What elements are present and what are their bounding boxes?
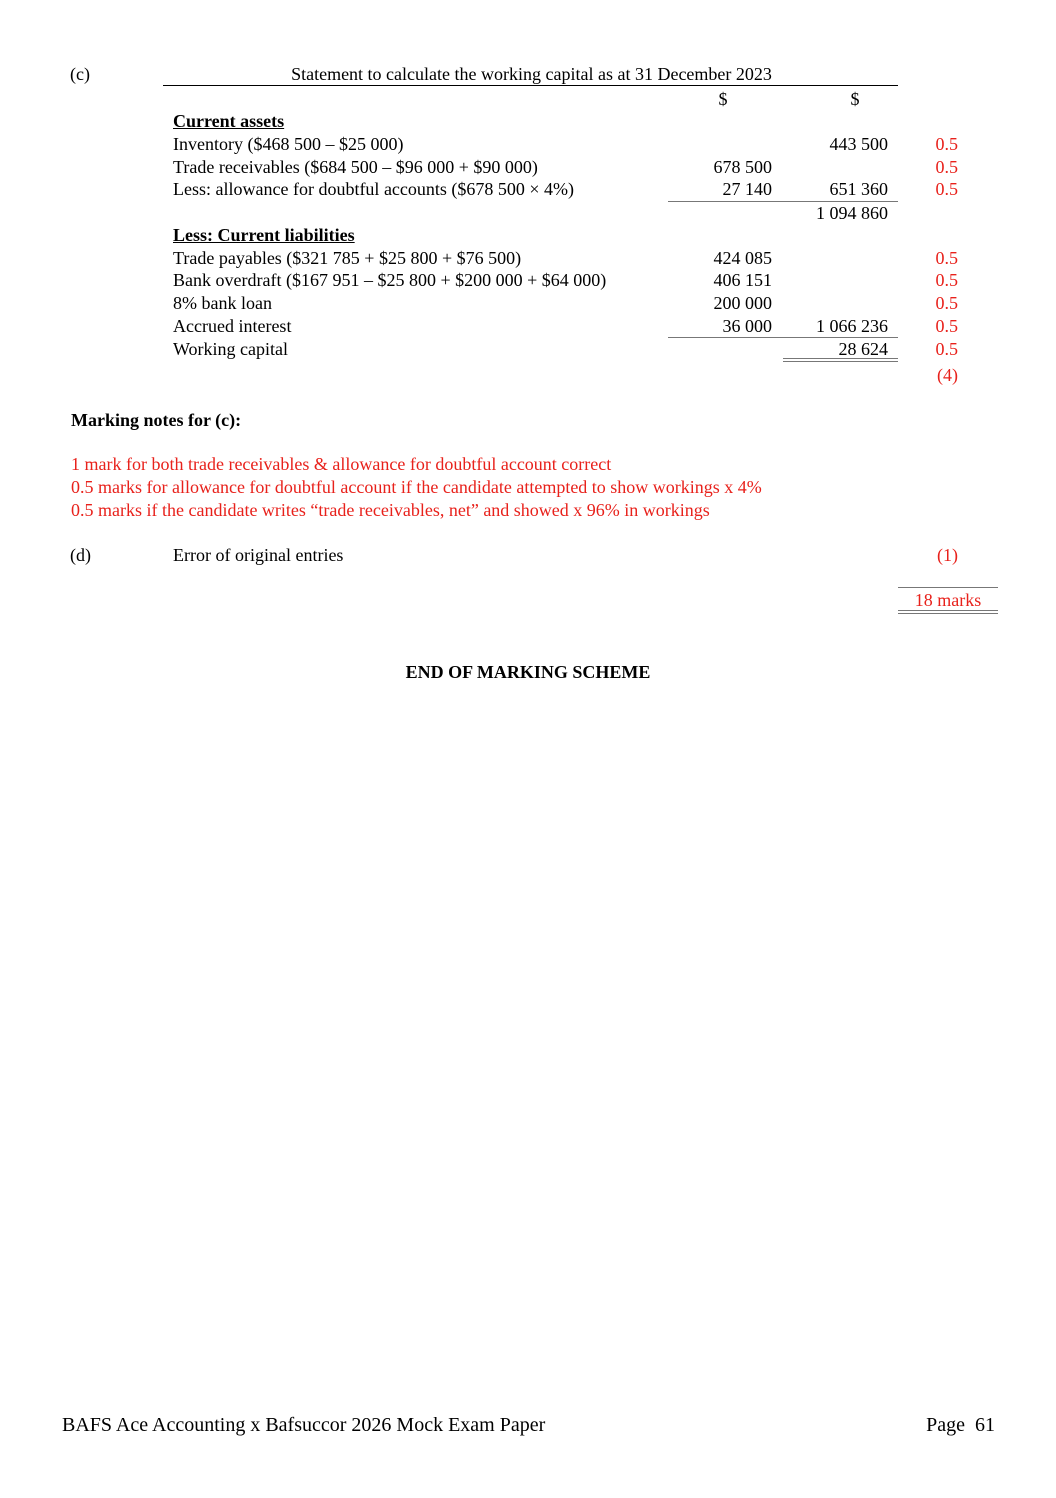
trade-receivables-label: Trade receivables ($684 500 – $96 000 + $90 000)	[173, 157, 538, 177]
working-capital-label: Working capital	[173, 339, 289, 359]
marking-notes-heading: Marking notes for (c):	[71, 410, 242, 430]
working-capital-mark: 0.5	[935, 339, 958, 359]
current-assets-heading: Current assets	[173, 111, 285, 131]
statement-title: Statement to calculate the working capital as at 31 December 2023	[291, 64, 772, 84]
part-c-label: (c)	[70, 64, 90, 84]
trade-payables-mark: 0.5	[935, 248, 958, 268]
trade-payables-col1: 424 085	[713, 248, 772, 268]
working-capital-double-rule	[783, 358, 898, 362]
part-d-answer: Error of original entries	[173, 545, 344, 565]
col1-header: $	[718, 89, 728, 109]
bank-loan-label: 8% bank loan	[173, 293, 272, 313]
col2-header: $	[850, 89, 860, 109]
current-assets-total: 1 094 860	[816, 203, 888, 223]
marking-note-2: 0.5 marks for allowance for doubtful account if the candidate attempted to show workings x 4%	[71, 477, 762, 497]
part-c-subtotal: (4)	[937, 365, 958, 385]
inventory-col2: 443 500	[829, 134, 888, 154]
trade-receivables-col1: 678 500	[713, 157, 772, 177]
accrued-interest-mark: 0.5	[935, 316, 958, 336]
accrued-interest-col1: 36 000	[722, 316, 772, 336]
accrued-interest-label: Accrued interest	[173, 316, 292, 336]
bank-overdraft-mark: 0.5	[935, 270, 958, 290]
part-d-mark: (1)	[937, 545, 958, 565]
page-number: Page 61	[926, 1414, 995, 1436]
bank-loan-mark: 0.5	[935, 293, 958, 313]
allowance-label: Less: allowance for doubtful accounts ($678 500 × 4%)	[173, 179, 575, 199]
total-marks: 18 marks	[914, 590, 982, 610]
marking-note-1: 1 mark for both trade receivables & allowance for doubtful account correct	[71, 454, 612, 474]
total-marks-top-rule	[898, 587, 998, 588]
total-marks-double-rule	[898, 610, 998, 614]
marking-note-3: 0.5 marks if the candidate writes “trade receivables, net” and showed x 96% in workings	[71, 500, 710, 520]
allowance-col1: 27 140	[722, 179, 772, 199]
trade-payables-label: Trade payables ($321 785 + $25 800 + $76 500)	[173, 248, 522, 268]
working-capital-col2: 28 624	[838, 339, 888, 359]
inventory-label: Inventory ($468 500 – $25 000)	[173, 134, 404, 154]
part-d-label: (d)	[70, 545, 91, 565]
trade-receivables-mark: 0.5	[935, 157, 958, 177]
bank-overdraft-label: Bank overdraft ($167 951 – $25 800 + $200 000 + $64 000)	[173, 270, 607, 290]
end-of-marking-scheme: END OF MARKING SCHEME	[405, 662, 651, 682]
allowance-col2: 651 360	[829, 179, 888, 199]
footer-title: BAFS Ace Accounting x Bafsuccor 2026 Mock Exam Paper	[62, 1414, 546, 1436]
bank-overdraft-col1: 406 151	[713, 270, 772, 290]
title-rule	[163, 85, 898, 86]
current-liabilities-heading: Less: Current liabilities	[173, 225, 355, 245]
accrued-interest-col2: 1 066 236	[816, 316, 888, 336]
allowance-mark: 0.5	[935, 179, 958, 199]
inventory-mark: 0.5	[935, 134, 958, 154]
bank-loan-col1: 200 000	[713, 293, 772, 313]
